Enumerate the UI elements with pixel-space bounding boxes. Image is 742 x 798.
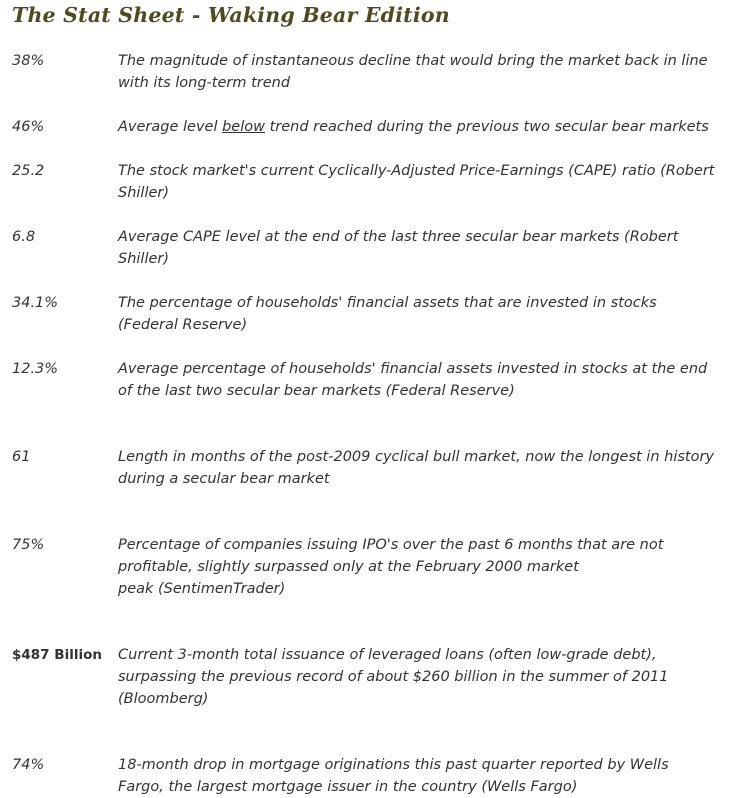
description-text: trend reached during the previous two secular bear markets: [264, 119, 709, 135]
description-line: Fargo, the largest mortgage issuer in the country (Wells Fargo): [118, 779, 578, 795]
emphasis-underline: below: [222, 119, 265, 135]
description-line: (Bloomberg): [118, 691, 209, 707]
description-line: during a secular bear market: [118, 471, 330, 487]
description-line: (Federal Reserve): [118, 317, 248, 333]
stat-value: 12.3%: [12, 361, 59, 377]
stat-value: 61: [12, 449, 31, 465]
stat-description: [118, 160, 730, 204]
description-line: Length in months of the post-2009 cyclical bull market, now the longest in history: [118, 449, 715, 465]
description-line: Average percentage of households' financial assets invested in stocks at the end: [118, 361, 708, 377]
description-line: peak (SentimenTrader): [118, 581, 286, 597]
stat-description: [118, 446, 730, 490]
stat-value: 34.1%: [12, 295, 59, 311]
description-line: with its long-term trend: [118, 75, 291, 91]
description-line: surpassing the previous record of about $260 billion in the summer of 2011: [118, 669, 669, 685]
stat-description: [118, 292, 730, 336]
stat-value: 25.2: [12, 163, 45, 179]
description-line: The percentage of households' financial assets that are invested in stocks: [118, 295, 657, 311]
description-line: The stock market's current Cyclically-Adjusted Price-Earnings (CAPE) ratio (Robert: [118, 163, 715, 179]
description-line: The magnitude of instantaneous decline that would bring the market back in line: [118, 53, 708, 69]
description-line: of the last two secular bear markets (Federal Reserve): [118, 383, 515, 399]
stat-description: [118, 534, 730, 600]
stat-description: [118, 226, 730, 270]
description-line: Average CAPE level at the end of the last three secular bear markets (Robert: [118, 229, 679, 245]
description-line: Current 3-month total issuance of leveraged loans (often low-grade debt),: [118, 647, 657, 663]
stat-description: [118, 50, 730, 94]
stat-value: 46%: [12, 119, 45, 135]
stat-value: 74%: [12, 757, 45, 773]
description-line: [118, 116, 730, 138]
stat-value: 38%: [12, 53, 45, 69]
stat-description: [118, 754, 730, 798]
description-text: Average level: [118, 119, 223, 135]
stat-value: 6.8: [12, 229, 36, 245]
stat-description: [118, 358, 730, 402]
stat-description: [118, 116, 730, 138]
description-line: 18-month drop in mortgage originations this past quarter reported by Wells: [118, 757, 669, 773]
stat-value: 75%: [12, 537, 45, 553]
stat-description: [118, 644, 730, 710]
description-line: profitable, slightly surpassed only at the February 2000 market: [118, 559, 579, 575]
description-line: Percentage of companies issuing IPO's over the past 6 months that are not: [118, 537, 664, 553]
description-line: Shiller): [118, 185, 170, 201]
page-title: The Stat Sheet - Waking Bear Edition: [12, 3, 450, 27]
stat-value: $487 Billion: [12, 647, 102, 663]
description-line: Shiller): [118, 251, 170, 267]
